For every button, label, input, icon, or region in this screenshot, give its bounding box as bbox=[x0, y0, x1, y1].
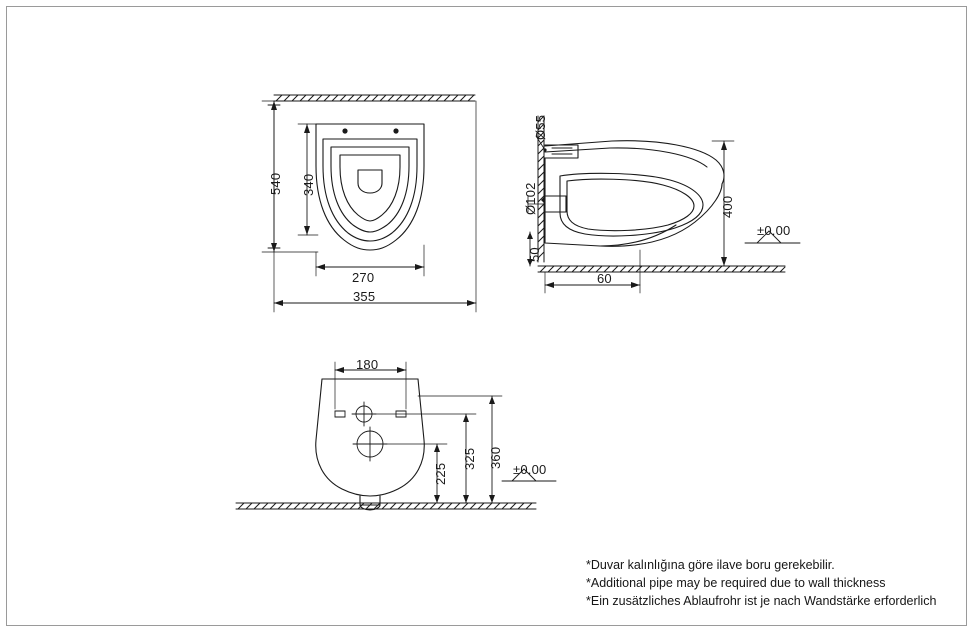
level-label-front: ±0.00 bbox=[513, 462, 547, 477]
dim-60 bbox=[545, 282, 640, 288]
dim-label-340: 340 bbox=[301, 173, 316, 196]
note-de: *Ein zusätzliches Ablaufrohr ist je nach Wandstärke erforderlich bbox=[586, 594, 937, 608]
dim-label-50: 50 bbox=[527, 247, 542, 262]
dim-label-540: 540 bbox=[268, 172, 283, 195]
dim-label-325: 325 bbox=[462, 447, 477, 470]
dim-label-355: 355 bbox=[353, 289, 376, 304]
note-en: *Additional pipe may be required due to wall thickness bbox=[586, 576, 886, 590]
dim-label-102: Ø102 bbox=[523, 182, 538, 215]
top-view-bowl bbox=[316, 124, 424, 250]
side-view-bowl bbox=[545, 141, 724, 247]
front-view-floor bbox=[236, 503, 536, 509]
dim-label-225: 225 bbox=[433, 462, 448, 485]
level-label-side: ±0.00 bbox=[757, 223, 791, 238]
dim-label-180: 180 bbox=[356, 357, 379, 372]
dim-label-55: Ø55 bbox=[533, 114, 548, 140]
notes-block bbox=[586, 556, 936, 610]
top-view-wall bbox=[274, 95, 475, 101]
dim-label-400: 400 bbox=[720, 195, 735, 218]
note-tr: *Duvar kalınlığına göre ilave boru gerekebilir. bbox=[586, 558, 835, 572]
front-view-bowl bbox=[316, 379, 425, 510]
dim-label-270: 270 bbox=[352, 270, 375, 285]
dim-label-360: 360 bbox=[488, 446, 503, 469]
dim-label-60: 60 bbox=[597, 271, 612, 286]
side-view-floor bbox=[538, 266, 785, 272]
